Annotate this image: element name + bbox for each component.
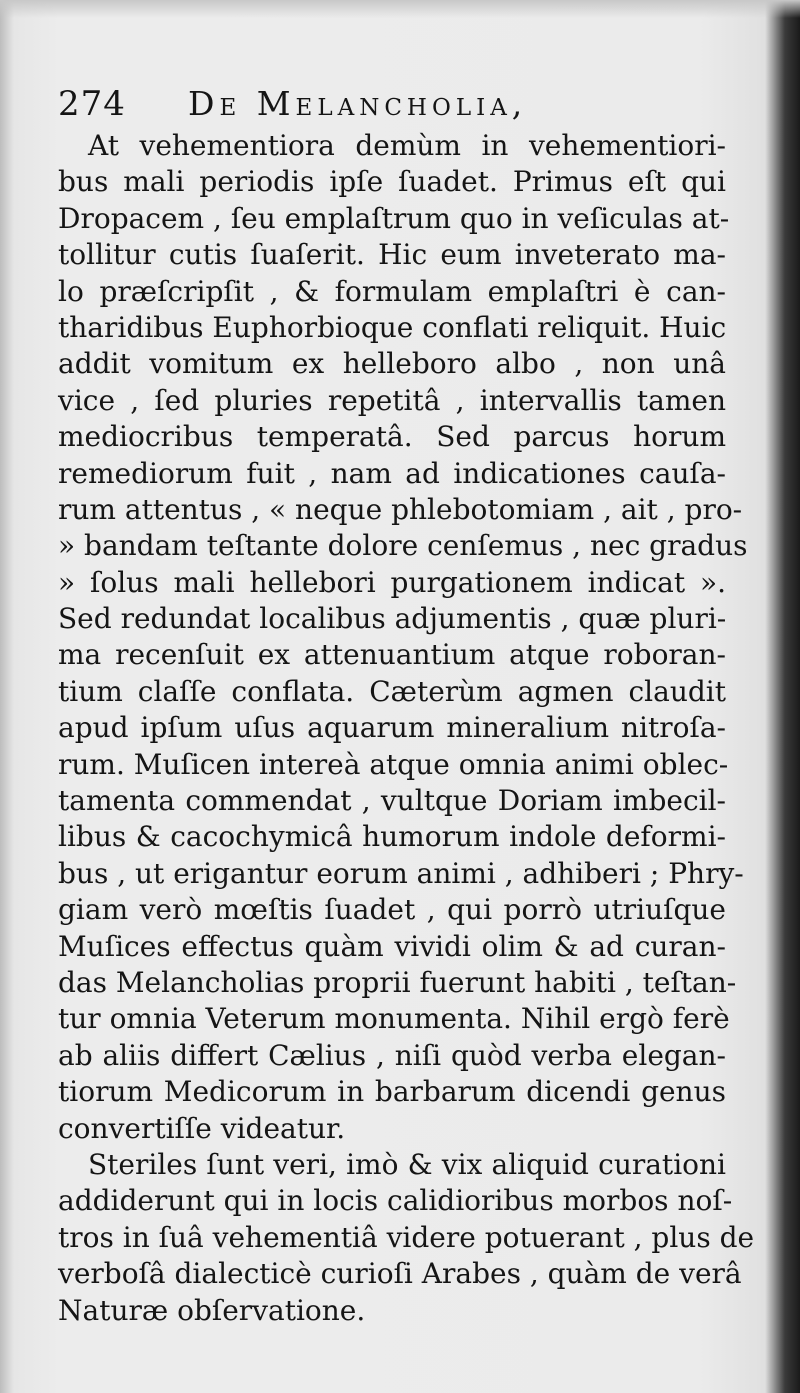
text-line: tollitur cutis ſuaſerit. Hic eum inveterato ma-	[58, 238, 726, 272]
text-line: giam verò mœſtis ſuadet , qui porrò utriuſque	[58, 893, 726, 927]
page-header	[58, 80, 758, 130]
text-line: remediorum fuit , nam ad indicationes cauſa-	[58, 456, 726, 490]
body-text	[58, 128, 755, 1329]
text-line: tium claſſe conflata. Cæterùm agmen claudit	[58, 674, 726, 708]
text-line: Dropacem , ſeu emplaſtrum quo in veſiculas at-	[58, 201, 730, 235]
text-line: tharidibus Euphorbioque conflati reliquit. Huic	[58, 310, 727, 344]
text-line: tamenta commendat , vultque Doriam imbecil-	[58, 784, 726, 818]
page-top-edge	[0, 0, 800, 18]
text-line: rum attentus , « neque phlebotomiam , ait , pro-	[58, 492, 743, 526]
text-line: das Melancholias proprii fuerunt habiti , teſtan-	[58, 965, 737, 999]
text-line: » ſolus mali hellebori purgationem indicat ».	[58, 565, 726, 599]
text-line: rum. Muſicen intereà atque omnia animi oblec-	[58, 747, 729, 781]
text-line: Muſices effectus quàm vividi olim & ad curan-	[58, 929, 726, 963]
text-line: convertiſſe videatur.	[58, 1111, 346, 1145]
text-line: tros in ſuâ vehementiâ videre potuerant , plus de	[58, 1220, 755, 1254]
running-title: De Melancholia,	[188, 84, 528, 123]
text-line: tur omnia Veterum monumenta. Nihil ergò ferè	[58, 1002, 730, 1036]
text-line: ab aliis differt Cælius , niſi quòd verba elegan-	[58, 1038, 726, 1072]
text-line: Naturæ obſervatione.	[58, 1293, 366, 1327]
text-line: libus & cacochymicâ humorum indole deformi-	[58, 820, 726, 854]
text-line: lo præſcripſit , & formulam emplaſtri è can-	[58, 274, 726, 308]
text-line: Steriles ſunt veri, imò & vix aliquid curationi	[88, 1147, 726, 1181]
text-line: Sed redundat localibus adjumentis , quæ pluri-	[58, 602, 727, 636]
text-line: » bandam teſtante dolore cenſemus , nec gradus	[58, 529, 748, 563]
text-line: bus mali periodis ipſe ſuadet. Primus eſt qui	[58, 165, 726, 199]
text-line: bus , ut erigantur eorum animi , adhiberi ; Phry-	[58, 856, 744, 890]
text-line: At vehementiora demùm in vehementiori-	[88, 129, 726, 162]
page-number: 274	[58, 84, 126, 124]
text-line: apud ipſum uſus aquarum mineralium nitroſa-	[58, 711, 726, 745]
text-line: vice , ſed pluries repetitâ , intervallis tamen	[58, 383, 726, 417]
text-line: mediocribus temperatâ. Sed parcus horum	[58, 420, 726, 454]
text-line: addit vomitum ex helleboro albo , non unâ	[58, 347, 726, 381]
text-line: tiorum Medicorum in barbarum dicendi genus	[58, 1075, 726, 1109]
text-line: verboſâ dialecticè curioſi Arabes , quàm de verâ	[58, 1257, 742, 1291]
paragraph	[58, 128, 748, 1147]
text-line: ma recenſuit ex attenuantium atque roboran-	[58, 638, 726, 672]
paragraph	[58, 1147, 755, 1329]
text-line: addiderunt qui in locis calidioribus morbos noſ-	[58, 1184, 733, 1218]
